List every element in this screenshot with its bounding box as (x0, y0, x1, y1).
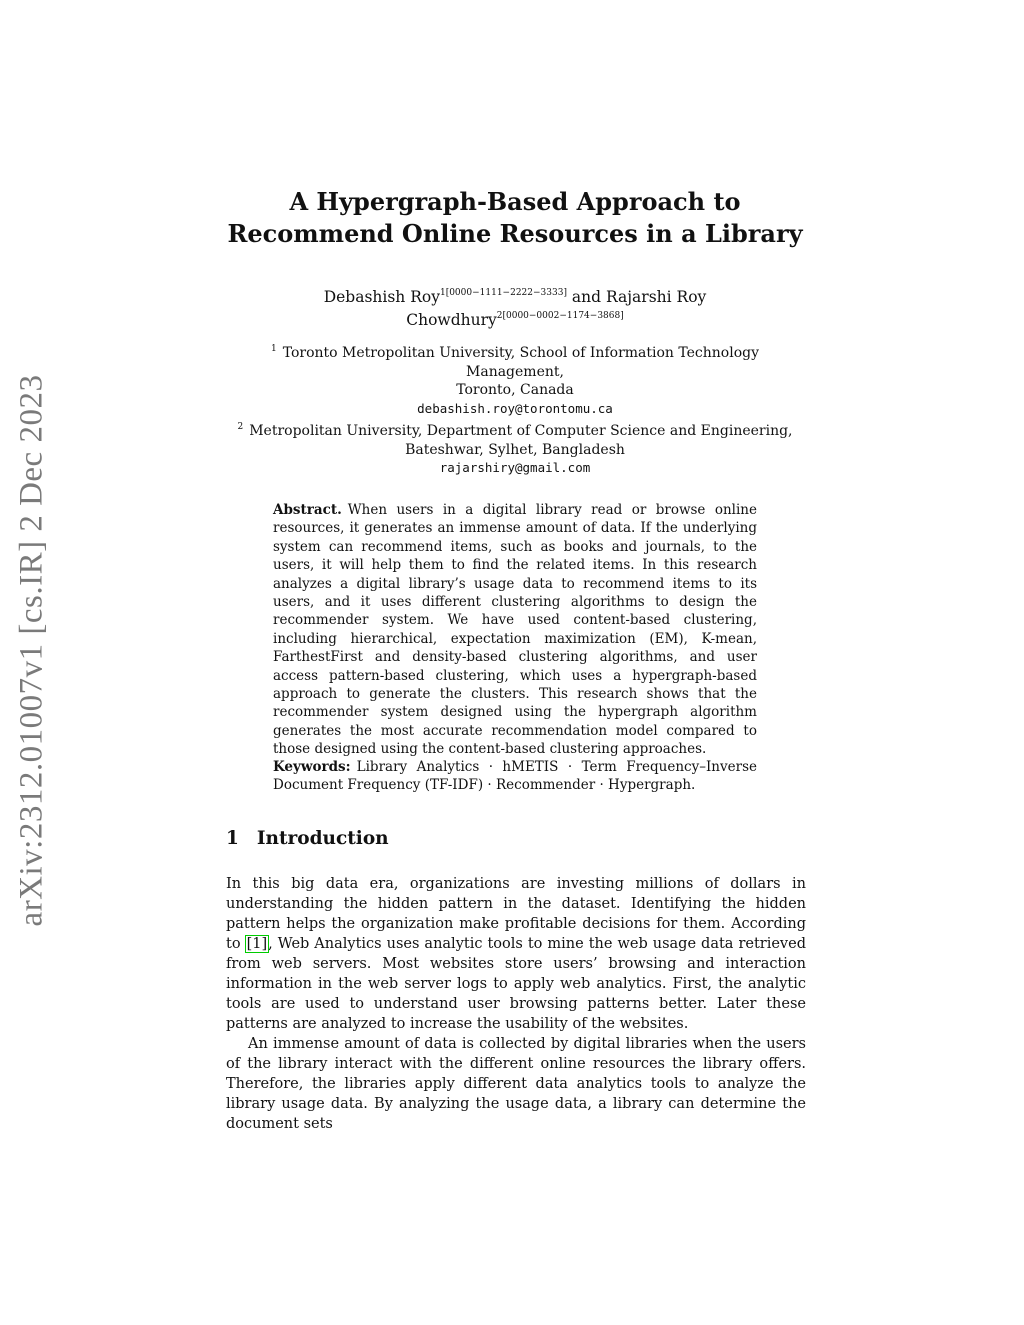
affiliation-2-email[interactable]: rajarshiry@gmail.com (439, 460, 591, 475)
author1-name: Debashish Roy (323, 288, 440, 306)
keywords-text: Library Analytics · hMETIS · Term Frequency–Inverse Document Frequency (TF-IDF) · Recommender · Hypergraph. (273, 759, 757, 794)
affiliation-1-line1: Toronto Metropolitan University, School of Information Technology Management, (282, 345, 759, 380)
section-heading-introduction (226, 828, 389, 849)
section-title: Introduction (256, 828, 389, 849)
keywords-label: Keywords: (273, 759, 351, 775)
author2-orcid: 2[0000−0002−1174−3868] (496, 311, 624, 321)
affiliation-1 (225, 340, 805, 381)
affiliation-2-line1: Metropolitan University, Department of Computer Science and Engineering, (249, 423, 793, 439)
abstract-text: When users in a digital library read or browse online resources, it generates an immense amount of data. If the underlying system can recommend items, such as books and journals, to the users, it will help them to find the related items. In this research analyzes a digital library’s usage data to recommend items to its users, and it uses different clustering algorithms to design the recommender system. We have used content-based clustering, including hierarchical, expectation maximization (EM), K-mean, FarthestFirst and density-based clustering algorithms, and user access pattern-based clustering, which uses a hypergraph-based approach to generate the clusters. This research shows that the recommender system designed using the hypergraph algorithm generates the most accurate recommendation model compared to those designed using the content-based clustering approaches. (273, 502, 757, 758)
arxiv-identifier-stamp (10, 360, 54, 940)
abstract (273, 501, 757, 759)
keywords (273, 758, 757, 795)
paragraph-1-text-end: , Web Analytics uses analytic tools to mine the web usage data retrieved from web servers. Most websites store users’ browsing and interaction information in the web server logs to apply web analytics. First, the analytic tools are used to understand user browsing patterns better. Later these patterns are analyzed to increase the usability of the websites. (226, 936, 806, 1032)
arxiv-identifier-text: arXiv:2312.01007v1 [cs.IR] 2 Dec 2023 (13, 374, 50, 926)
author1-orcid: 1[0000−1111−2222−3333] (439, 288, 567, 298)
affiliation-1-line2: Toronto, Canada (456, 382, 574, 398)
affiliation-2-line2: Bateshwar, Sylhet, Bangladesh (405, 441, 625, 458)
abstract-label: Abstract. (273, 502, 342, 518)
introduction-body (226, 874, 806, 1134)
affiliation-1-email[interactable]: debashish.roy@torontomu.ca (417, 400, 613, 416)
author2-surname: Chowdhury (406, 311, 497, 329)
paragraph-1 (226, 874, 806, 1034)
citation-link[interactable]: [1] (246, 936, 268, 952)
affiliation-2 (225, 418, 805, 441)
author-conjunction: and Rajarshi Roy (571, 288, 707, 306)
affiliation-2-mark: 2 (237, 422, 244, 432)
author-list (240, 284, 790, 330)
affiliations (225, 340, 805, 478)
affiliation-1-mark: 1 (270, 344, 277, 354)
paragraph-2: An immense amount of data is collected by digital libraries when the users of the library interact with the different online resources the library offers. Therefore, the libraries apply different data analytics tools to analyze the library usage data. By analyzing the usage data, a library can determine the document sets (226, 1036, 806, 1132)
section-number: 1 (226, 828, 239, 849)
paragraph-1-text-start: In this big data era, organizations are investing millions of dollars in understanding the hidden pattern in the dataset. Identifying the hidden pattern helps the organization make profitable decisions for them. According to (226, 876, 806, 952)
paper-title: A Hypergraph-Based Approach to Recommend Online Resources in a Library (227, 187, 803, 248)
